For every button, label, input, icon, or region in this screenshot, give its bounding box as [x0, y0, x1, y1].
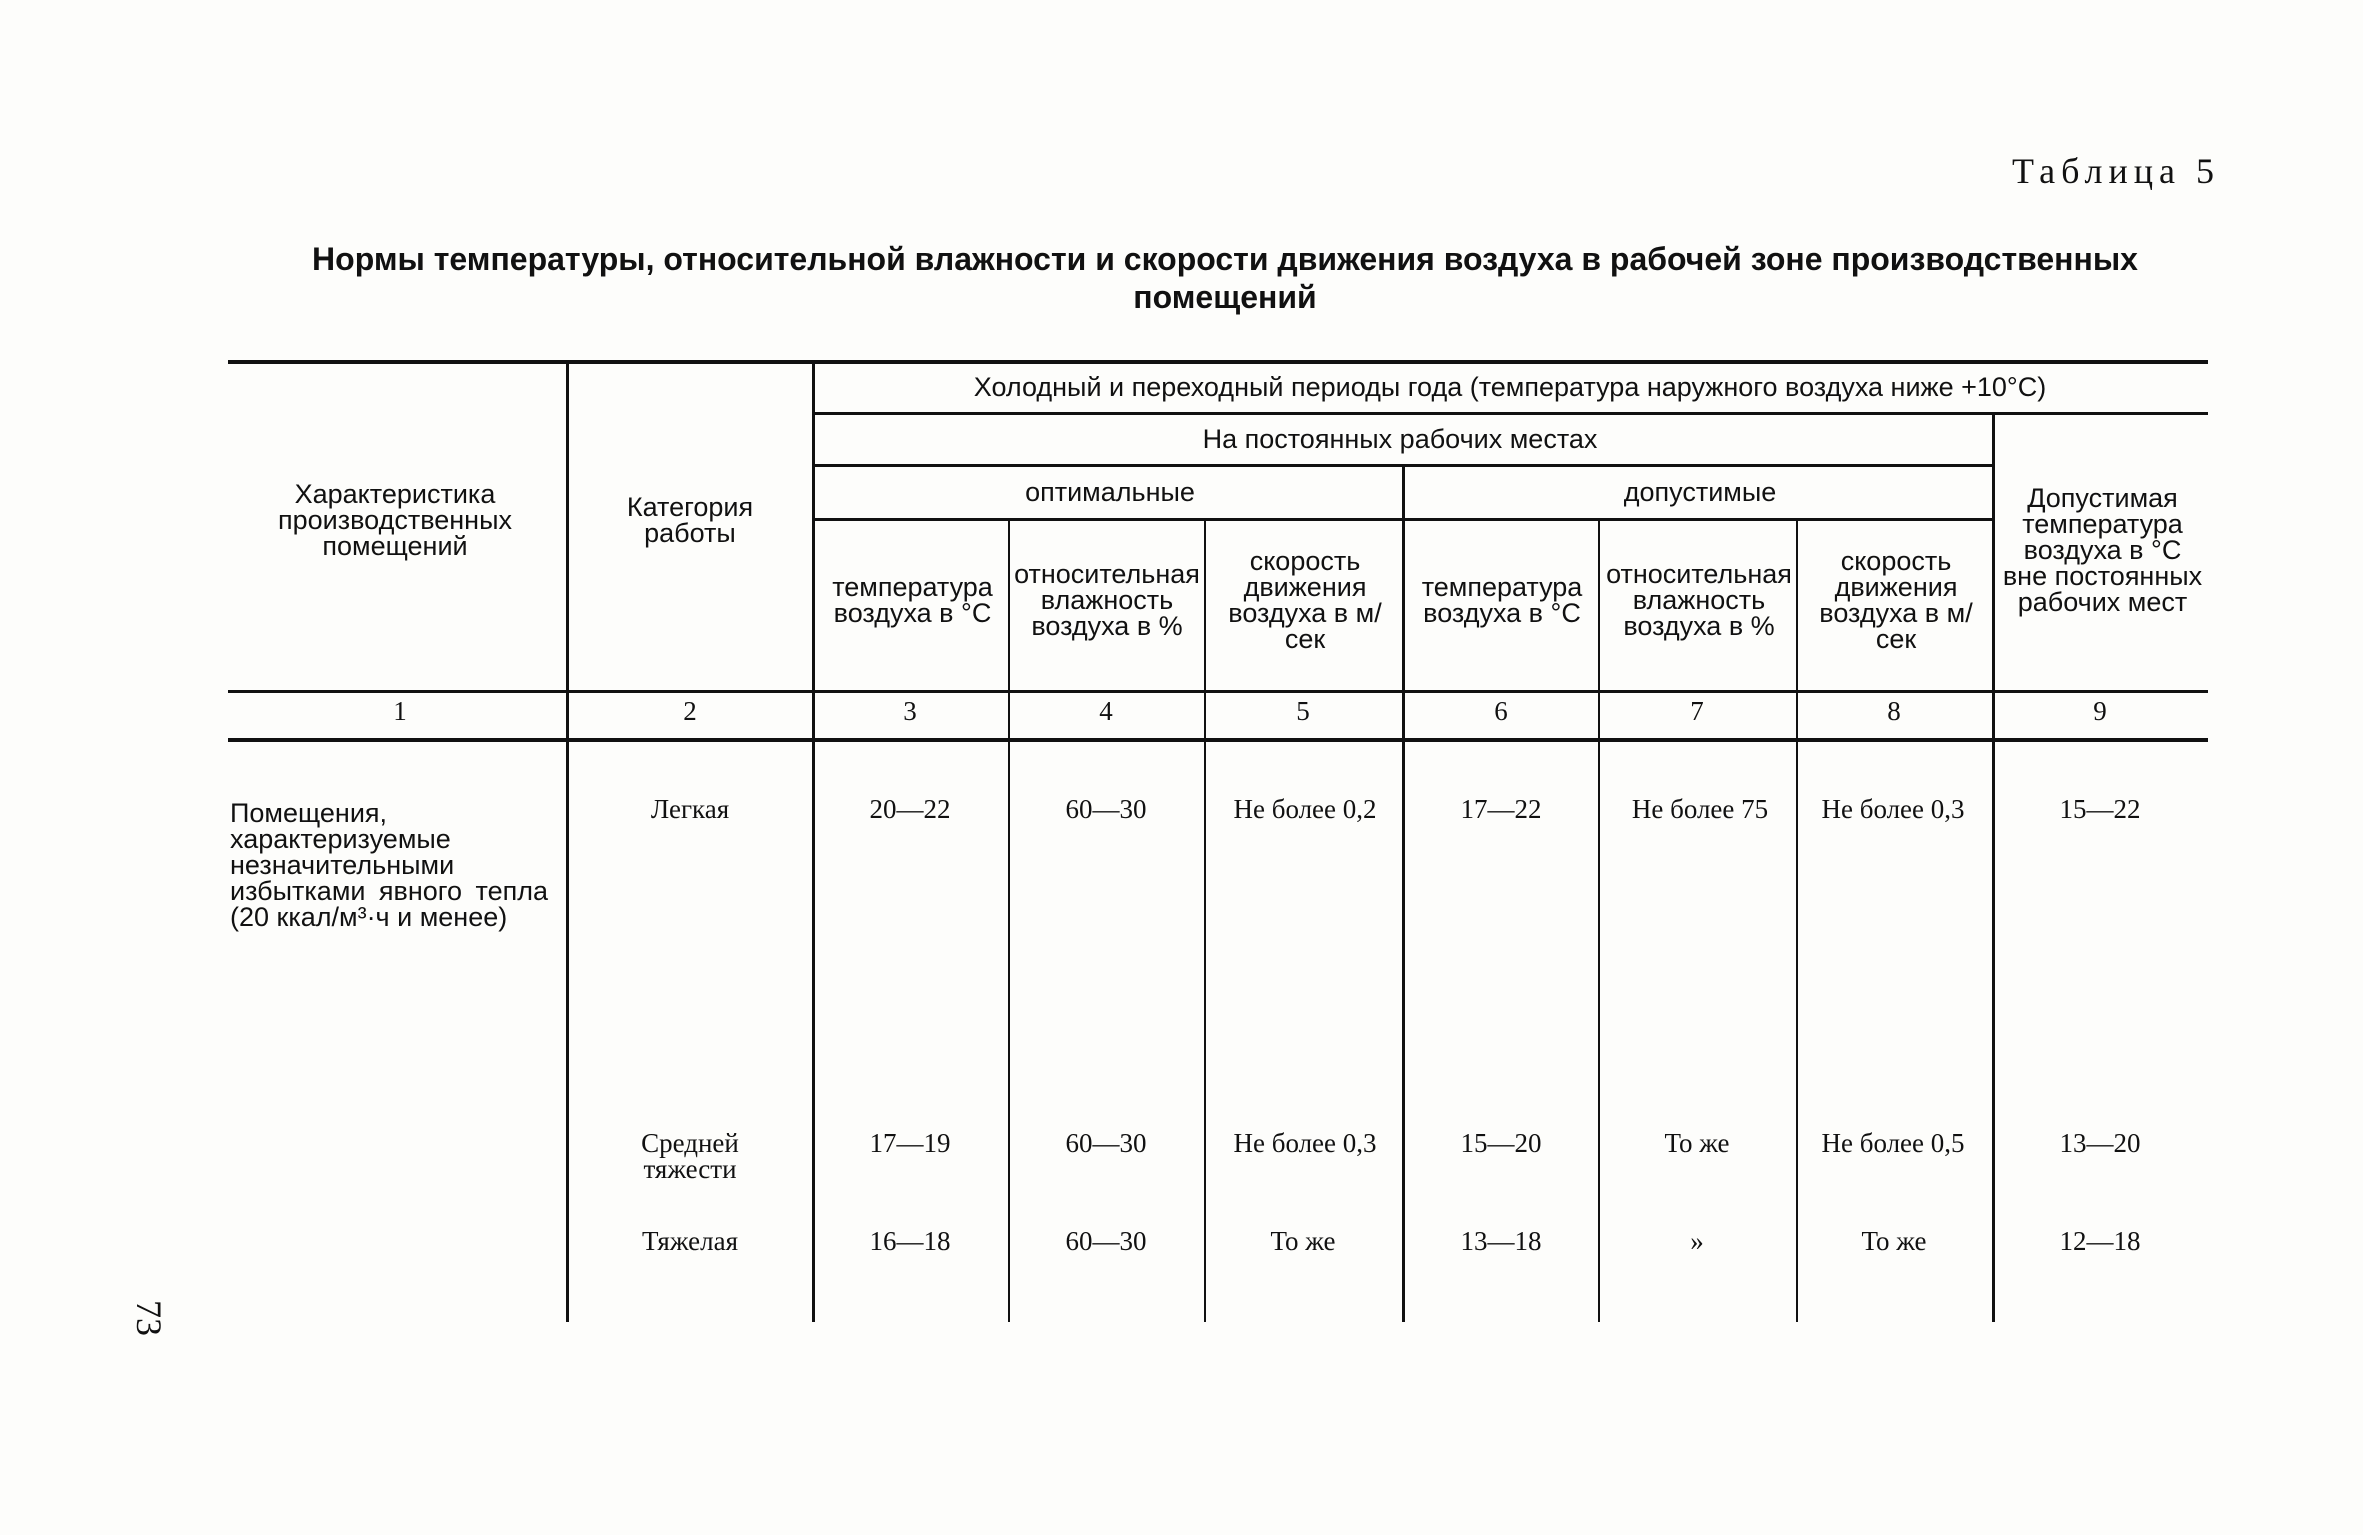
outside-temp-cell: 12—18: [2059, 1226, 2141, 1256]
col-number-3: 3: [903, 696, 917, 726]
vline-8: [1992, 412, 1995, 738]
opt-temp-cell: 16—18: [869, 1226, 951, 1256]
header-period: Холодный и переходный периоды года (температура наружного воздуха ниже +10°С): [973, 372, 2047, 402]
table-top-rule: [228, 360, 2208, 364]
perm-humidity-cell: »: [1690, 1226, 1704, 1256]
page-title: Нормы температуры, относительной влажности и скорости движения воздуха в рабочей зоне производственных помещений: [312, 241, 2138, 315]
header-permanent: На постоянных рабочих местах: [1202, 424, 1598, 454]
header-permissible: допустимые: [1623, 477, 1777, 507]
perm-temp-cell: 13—18: [1460, 1226, 1542, 1256]
perm-temp-cell: 15—20: [1460, 1128, 1542, 1158]
room-description: Помещения, характеризуемые незначительными избытками явного тепла (20 ккал/м³·ч и менее): [230, 798, 548, 932]
header-optimal: оптимальные: [1025, 477, 1195, 507]
perm-speed-cell: Не более 0,3: [1821, 794, 1965, 824]
category-cell: Тяжелая: [641, 1226, 739, 1256]
perm-temp-cell: 17—22: [1460, 794, 1542, 824]
opt-temp-cell: 20—22: [869, 794, 951, 824]
col-number-4: 4: [1099, 696, 1113, 726]
page-number: 73: [129, 1300, 169, 1336]
header-perm-temp: температура воздуха в °С: [1421, 572, 1583, 628]
header-perm-humidity: относительная влажность воздуха в %: [1606, 559, 1792, 641]
header-outside: Допустимая температура воздуха в °С вне постоянных рабочих мест: [2002, 483, 2203, 617]
header-characteristic: Характеристика производственных помещений: [278, 479, 512, 561]
opt-speed-cell: Не более 0,2: [1233, 794, 1377, 824]
opt-speed-cell: Не более 0,3: [1233, 1128, 1377, 1158]
rule-above-numbers: [228, 690, 2208, 693]
table-label: Таблица 5: [2012, 151, 2220, 191]
opt-temp-cell: 17—19: [869, 1128, 951, 1158]
col-number-5: 5: [1296, 696, 1310, 726]
perm-humidity-cell: Не более 75: [1631, 794, 1769, 824]
opt-humidity-cell: 60—30: [1065, 794, 1147, 824]
col-number-8: 8: [1887, 696, 1901, 726]
opt-humidity-cell: 60—30: [1065, 1128, 1147, 1158]
header-opt-humidity: относительная влажность воздуха в %: [1014, 559, 1200, 641]
header-opt-temp: температура воздуха в °С: [832, 572, 993, 628]
col-number-7: 7: [1690, 696, 1704, 726]
perm-speed-cell: Не более 0,5: [1821, 1128, 1965, 1158]
rule-under-period: [812, 412, 2208, 415]
vline-2: [812, 360, 815, 738]
vline-1: [566, 360, 569, 738]
opt-speed-cell: То же: [1270, 1226, 1336, 1256]
outside-temp-cell: 13—20: [2059, 1128, 2141, 1158]
col-number-6: 6: [1494, 696, 1508, 726]
col-number-2: 2: [683, 696, 697, 726]
rule-below-numbers: [228, 738, 2208, 742]
outside-temp-cell: 15—22: [2059, 794, 2141, 824]
category-cell: Средней тяжести: [641, 1128, 739, 1184]
category-cell: Легкая: [650, 794, 730, 824]
header-opt-speed: скорость движения воздуха в м/сек: [1228, 546, 1382, 654]
perm-speed-cell: То же: [1861, 1226, 1927, 1256]
header-perm-speed: скорость движения воздуха в м/сек: [1819, 546, 1973, 654]
header-category: Категория работы: [626, 492, 754, 548]
perm-humidity-cell: То же: [1664, 1128, 1730, 1158]
vline-body-1: [566, 742, 569, 1322]
opt-humidity-cell: 60—30: [1065, 1226, 1147, 1256]
col-number-9: 9: [2093, 696, 2107, 726]
col-number-1: 1: [393, 696, 407, 726]
